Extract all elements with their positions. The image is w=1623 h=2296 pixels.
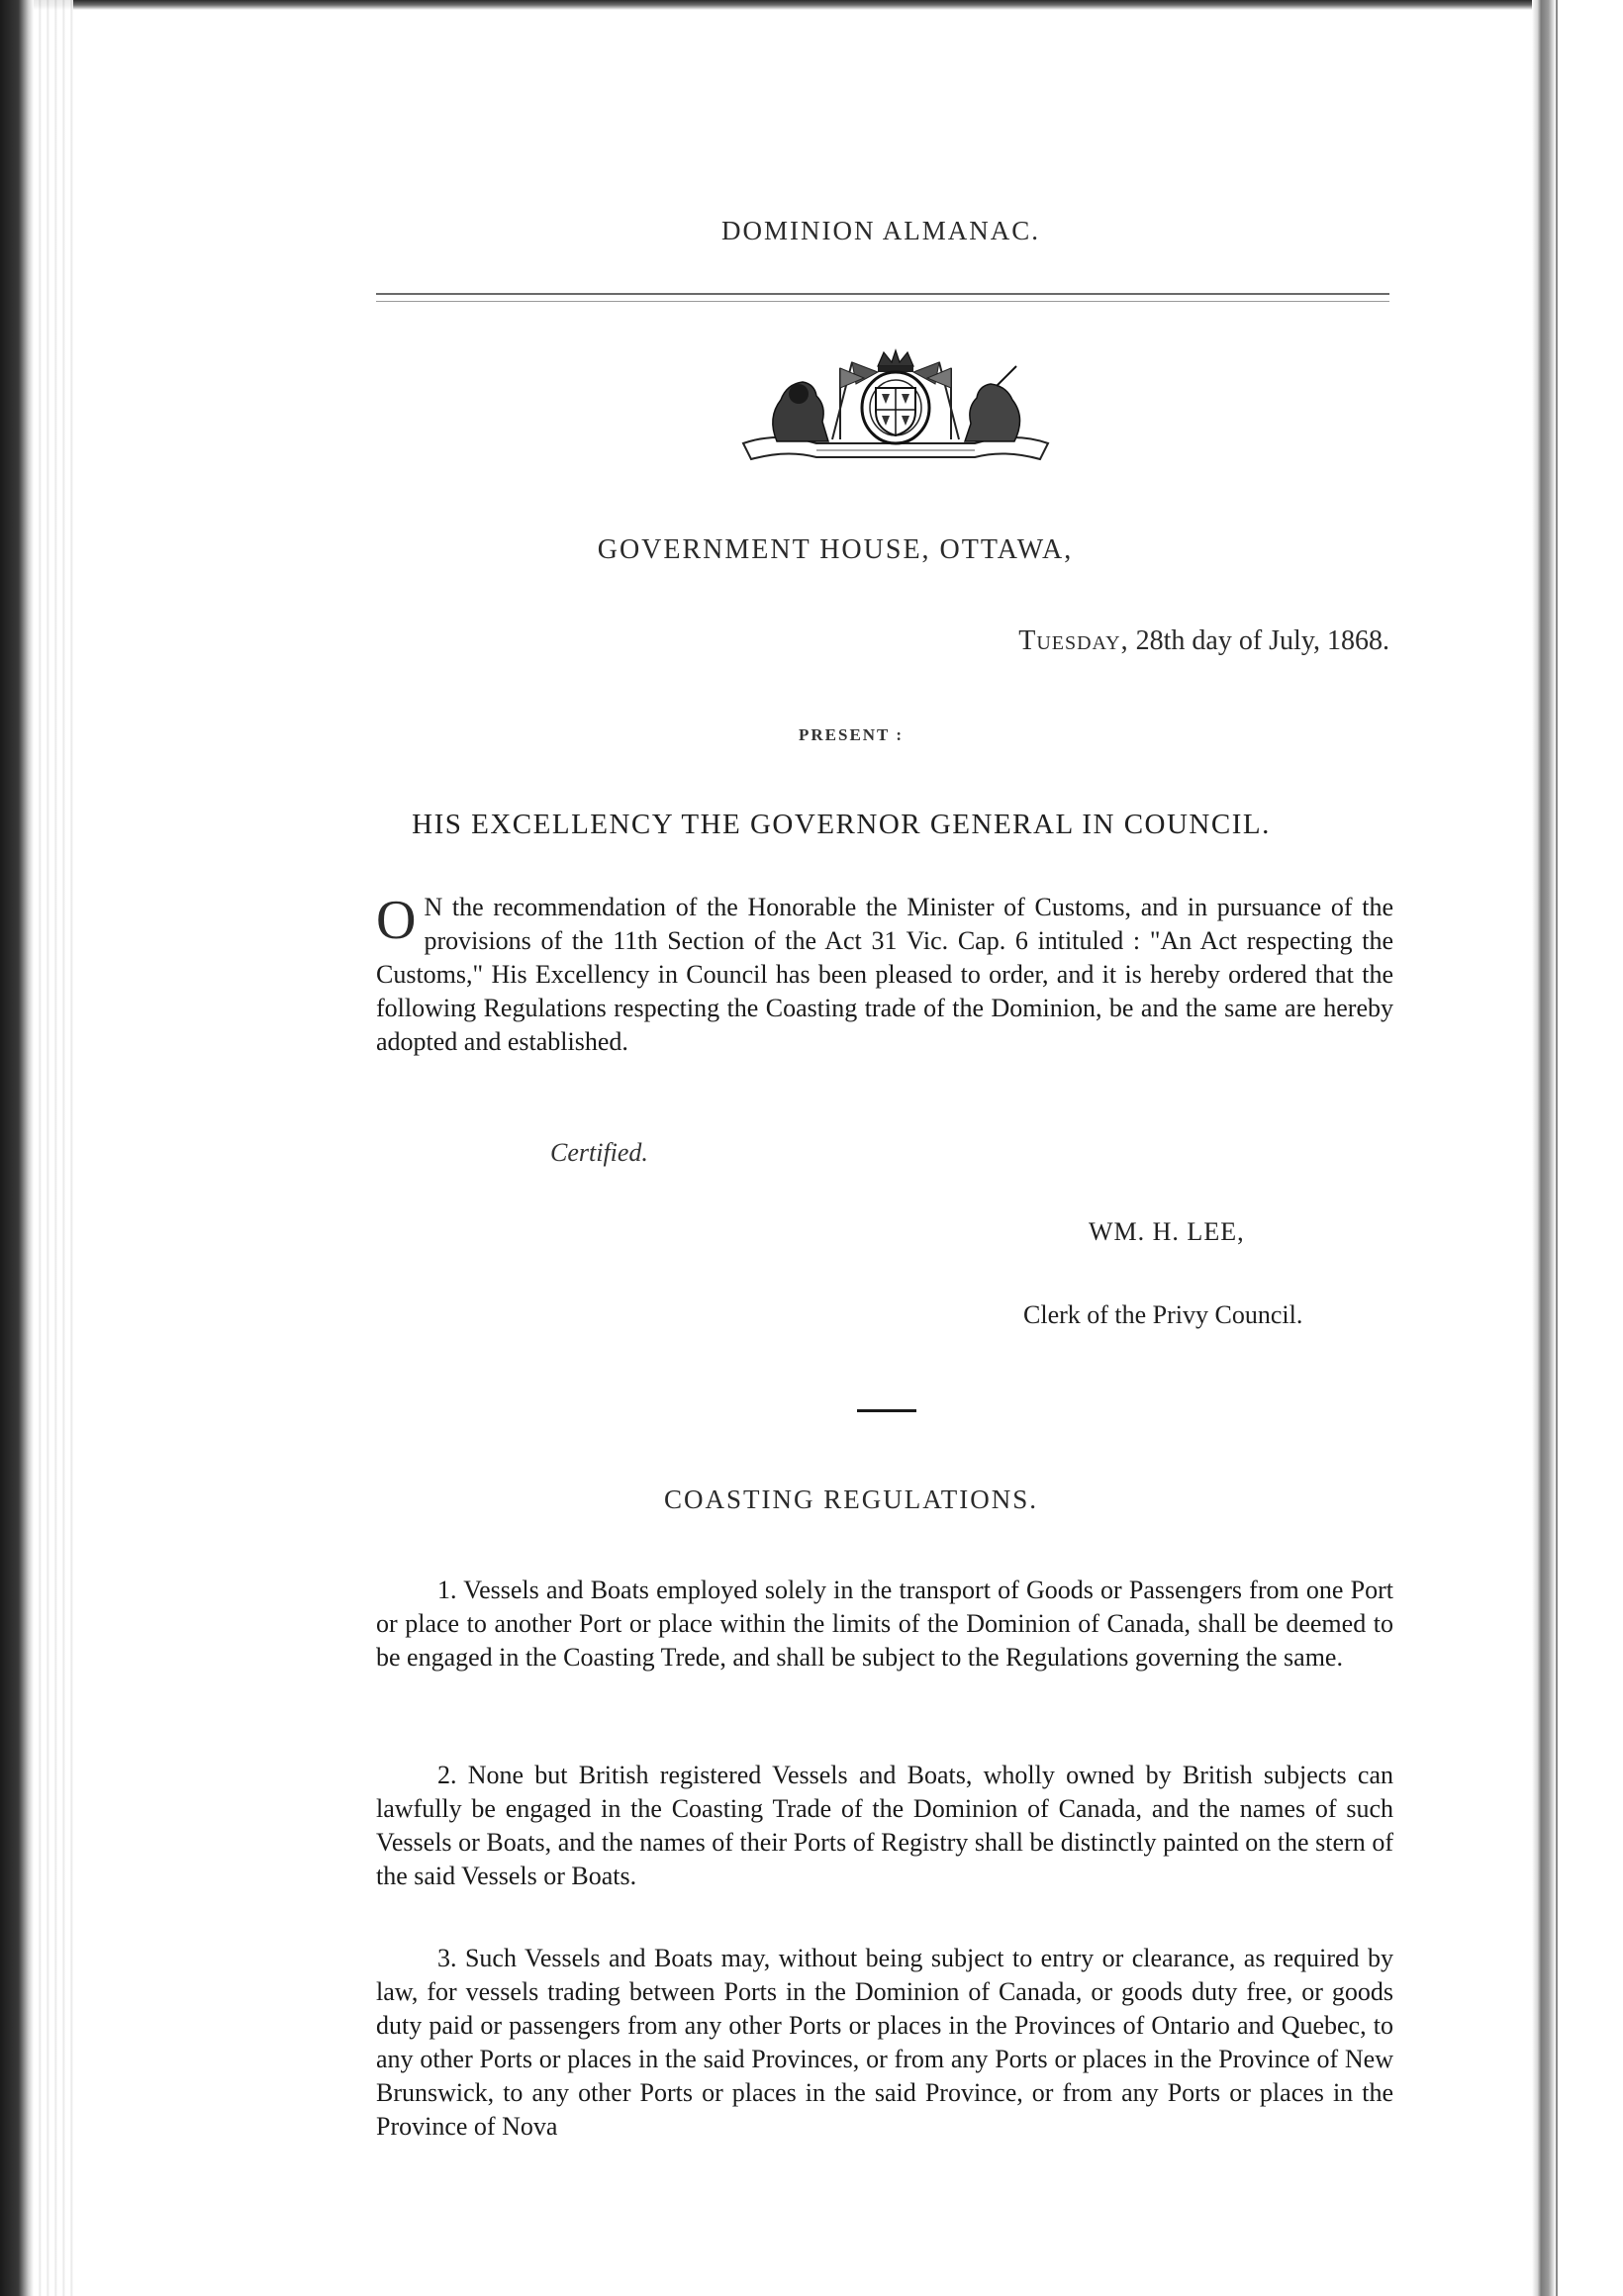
regulation-paragraph (376, 1942, 1393, 2144)
recommendation-paragraph (376, 891, 1393, 1059)
recommendation-text: N the recommendation of the Honorable the Minister of Customs, and in pursuance of the provisions of the 11th Section of the Act 31 Vic. Cap. 6 intituled : "An Act respecting the Customs," His Excellency in Council has been pleased to order, and it is hereby ordered that the following Regulations respecting the Coasting trade of the Dominion, be and the same are hereby adopted and established. (376, 893, 1393, 1056)
signer-name: WM. H. LEE, (1089, 1217, 1245, 1246)
certified-note: Certified. (550, 1138, 648, 1167)
council-heading: HIS EXCELLENCY THE GOVERNOR GENERAL IN COUNCIL. (412, 809, 1271, 840)
regulation-paragraph (376, 1759, 1393, 1893)
date-text: 28th day of July, 1868. (1135, 625, 1389, 656)
regulation-3-text: 3. Such Vessels and Boats may, without being subject to entry or clearance, as required by law, for vessels trading between Ports in the Dominion of Canada, or goods duty free, or goods duty paid or passengers from any other Ports or places in the Provinces of Ontario and Quebec, to any other Ports or places in the said Provinces, or from any Ports or places in the Province of New Brunswick, to any other Ports or places in the said Province, or from any Ports or places in the Province of Nova (376, 1944, 1393, 2141)
regulation-1-text: 1. Vessels and Boats employed solely in the transport of Goods or Passengers from one Port or place to another Port or place within the limits of the Dominion of Canada, shall be deemed to be engaged in the Coasting Trede, and shall be subject to the Regulations governing the same. (376, 1576, 1393, 1672)
section-divider (857, 1409, 916, 1412)
present-label: PRESENT : (798, 725, 904, 744)
signer-title: Clerk of the Privy Council. (1023, 1300, 1303, 1329)
date-line (1018, 625, 1389, 657)
regulation-paragraph (376, 1574, 1393, 1674)
government-house-heading: GOVERNMENT HOUSE, OTTAWA, (597, 534, 1074, 565)
regulation-2-text: 2. None but British registered Vessels and Boats, wholly owned by British subjects can lawfully be engaged in the Coasting Trade of the Dominion of Canada, and the names of such Vessels or Boats, and the names of their Ports of Registry shall be distinctly painted on the stern of the said Vessels or Boats. (376, 1761, 1393, 1890)
drop-cap: O (376, 890, 417, 951)
running-head: DOMINION ALMANAC. (721, 216, 1040, 245)
royal-coat-of-arms-icon (737, 348, 1054, 469)
header-double-rule (376, 293, 1389, 302)
date-day: Tuesday, (1018, 625, 1129, 656)
coasting-regulations-heading: COASTING REGULATIONS. (664, 1484, 1038, 1514)
